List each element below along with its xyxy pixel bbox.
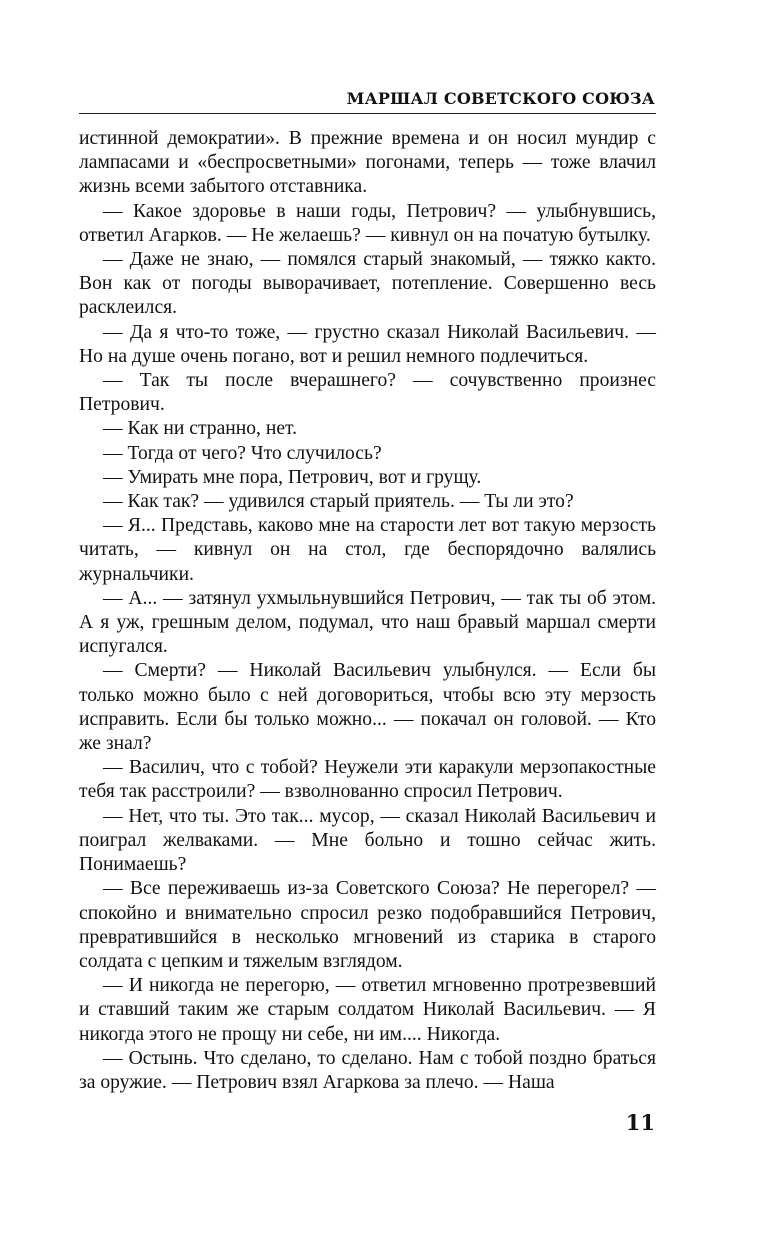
paragraph: — Умирать мне пора, Петрович, вот и грущу. — [103, 466, 482, 488]
header-rule — [79, 113, 656, 114]
paragraph: — Все переживаешь из-за Советского Союза? Не перегорел? — спокойно и внимательно спросил резко подобравшийся Петрович, превратившийся в несколько мгновений из старика в старого солдата с цепким и тяжелым взглядом. — [79, 878, 656, 972]
paragraph: — Как ни странно, нет. — [103, 418, 298, 440]
paragraph: — Да я что-то тоже, — грустно сказал Николай Васильевич. — Но на душе очень погано, вот и решил немного подлечиться. — [79, 321, 656, 367]
paragraph: — Нет, что ты. Это так... мусор, — сказал Николай Васильевич и поиграл желваками. — Мне больно и тошно сейчас жить. Понимаешь? — [79, 805, 656, 876]
paragraph: — Так ты после вчерашнего? — сочувственно произнес Петрович. — [79, 370, 656, 416]
paragraph: — Василич, что с тобой? Неужели эти каракули мерзопакостные тебя так расстроили? — взволнованно спросил Петрович. — [79, 757, 656, 803]
paragraph: — А... — затянул ухмыльнувшийся Петрович, — так ты об этом. А я уж, грешным делом, подумал, что наш бравый маршал смерти испугался. — [79, 587, 656, 658]
paragraph: — Тогда от чего? Что случилось? — [103, 442, 382, 464]
paragraph: — Какое здоровье в наши годы, Петрович? — улыбнувшись, ответил Агарков. — Не желаешь? — кивнул он на початую бутылку. — [79, 200, 656, 246]
paragraph: истинной демократии». В прежние времена и он носил мундир с лампасами и «беспросветными» погонами, теперь — тоже влачил жизнь всеми забытого отставника. — [79, 128, 656, 198]
paragraph: — Как так? — удивился старый приятель. — Ты ли это? — [103, 491, 574, 513]
paragraph: — Остынь. Что сделано, то сделано. Нам с тобой поздно браться за оружие. — Петрович взял Агаркова за плечо. — Наша — [79, 1047, 656, 1093]
running-head: МАРШАЛ СОВЕТСКОГО СОЮЗА — [346, 89, 655, 108]
paragraph: — Даже не знаю, — помялся старый знакомый, — тяжко както. Вон как от погоды выворачивает, потепление. Совершенно весь расклеился. — [79, 249, 656, 319]
paragraph: — И никогда не перегорю, — ответил мгновенно протрезвевший и ставший таким же старым солдатом Николай Васильевич. — Я никогда этого не прощу ни себе, ни им.... Никогда. — [79, 975, 656, 1045]
page-number: 11 — [625, 1110, 655, 1135]
paragraph: — Я... Представь, каково мне на старости лет вот такую мерзость читать, — кивнул он на стол, где беспорядочно валялись журнальчики. — [79, 515, 656, 585]
body-text — [79, 127, 656, 1095]
paragraph: — Смерти? — Николай Васильевич улыбнулся. — Если бы только можно было с ней договориться, чтобы всю эту мерзость исправить. Если бы только можно... — покачал он головой. — Кто же знал? — [79, 660, 656, 755]
